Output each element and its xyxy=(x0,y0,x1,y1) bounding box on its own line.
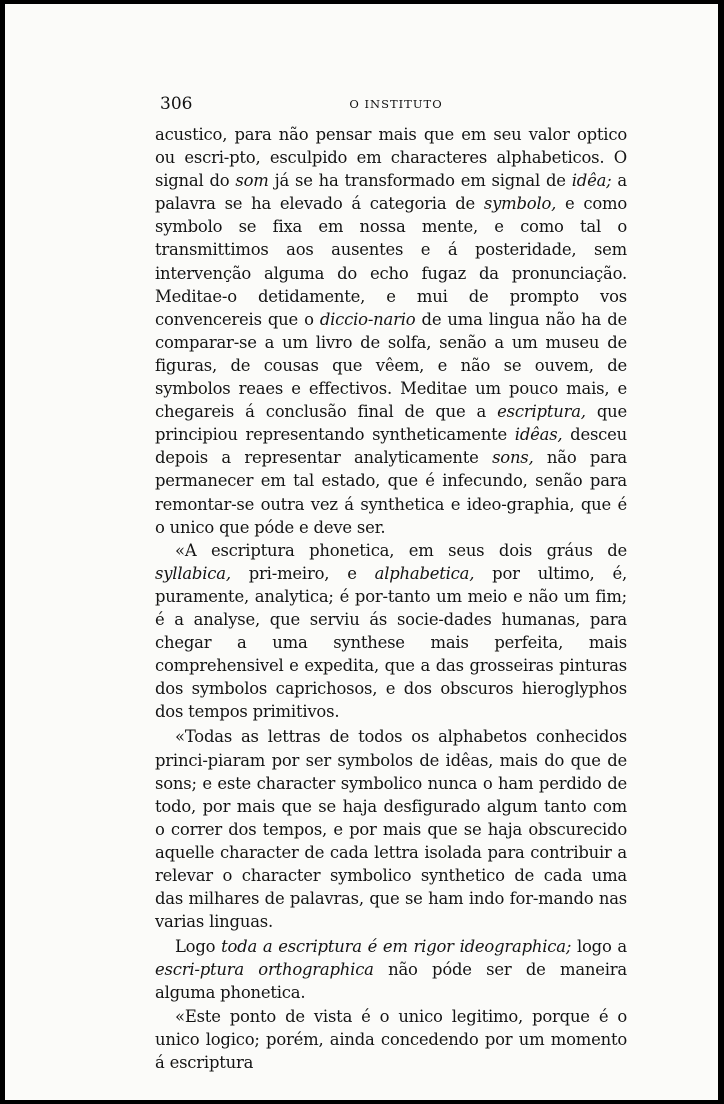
italic-text: idêas, xyxy=(514,425,563,445)
italic-text: diccio-nario xyxy=(319,309,416,329)
italic-text: idêa; xyxy=(571,171,612,191)
text-run: «Todas as lettras de todos os alphabetos conhecidos princi-piaram por ser symbolos de idêas, mais do que de sons; e este character symbolico nunca o ham perdido de todo, por mais que se haja desfigurado algum tanto com o correr dos tempos, e por mais que se haja obscurecido aquelle character de cada lettra isolada para contribuir a relevar o character symbolico synthetico de cada uma das milhares de palavras, que se ham indo for-mando nas varias linguas. xyxy=(155,727,627,932)
paragraph xyxy=(155,123,627,539)
text-run: acustico, para não pensar mais que em seu valor optico ou escri-pto, esculpido em characteres alphabeticos. O signal do xyxy=(155,125,627,191)
paragraph xyxy=(155,935,627,1004)
italic-text: alphabetica, xyxy=(374,563,475,583)
text-run: logo a xyxy=(571,937,628,957)
italic-text: som xyxy=(235,171,269,191)
text-run: por ultimo, é, puramente, analytica; é por-tanto um meio e não um fim; é a analyse, que serviu ás socie-dades humanas, para chegar a uma synthese mais perfeita, mais comprehensivel e expedita, que a das grosseiras pinturas dos symbolos caprichosos, e dos obscuros hieroglyphos dos tempos primitivos. xyxy=(155,563,627,722)
paragraph xyxy=(155,725,627,933)
page-number: 306 xyxy=(160,94,193,114)
text-run: não póde ser de maneira alguma phonetica. xyxy=(155,960,628,1003)
italic-text: toda a escriptura é em rigor ideographica; xyxy=(221,937,572,957)
italic-text: escriptura, xyxy=(497,402,586,422)
text-run: não para permanecer em tal estado, que é infecundo, senão para remontar-se outra vez á synthetica e ideo-graphia, que é o unico que póde e deve ser. xyxy=(155,448,627,537)
italic-text: escri-ptura orthographica xyxy=(155,960,374,980)
running-head: O INSTITUTO xyxy=(349,97,443,111)
paragraph xyxy=(155,539,627,724)
italic-text: symbolo, xyxy=(483,194,557,214)
text-run: desceu depois a representar analyticamente xyxy=(155,425,628,468)
page-header xyxy=(160,94,632,116)
text-run: «Este ponto de vista é o unico legitimo, porque é o unico logico; porém, ainda concedendo por um momento á escriptura xyxy=(155,1006,627,1072)
italic-text: sons, xyxy=(492,448,534,468)
italic-text: syllabica, xyxy=(155,563,231,583)
text-run: e como symbolo se fixa em nossa mente, e como tal o transmittimos aos ausentes e á posteridade, sem intervenção alguma do echo fugaz da pronunciação. Meditae-o detidamente, e mui de prompto vos convencereis que o xyxy=(155,194,627,329)
text-run: pri-meiro, e xyxy=(230,563,375,583)
body-text xyxy=(155,123,627,1074)
text-run: «A escriptura phonetica, em seus dois gráus de xyxy=(175,540,627,560)
text-run: que principiou representando syntheticamente xyxy=(155,402,627,445)
paragraph xyxy=(155,1005,627,1074)
text-run: a palavra se ha elevado á categoria de xyxy=(155,171,627,214)
text-run: já se ha transformado em signal de xyxy=(268,171,572,191)
text-run: Logo xyxy=(175,937,222,957)
text-run: de uma lingua não ha de comparar-se a um livro de solfa, senão a um museu de figuras, de cousas que vêem, e não se ouvem, de symbolos reaes e effectivos. Meditae um pouco mais, e chegareis á conclusão final de que a xyxy=(155,309,627,422)
